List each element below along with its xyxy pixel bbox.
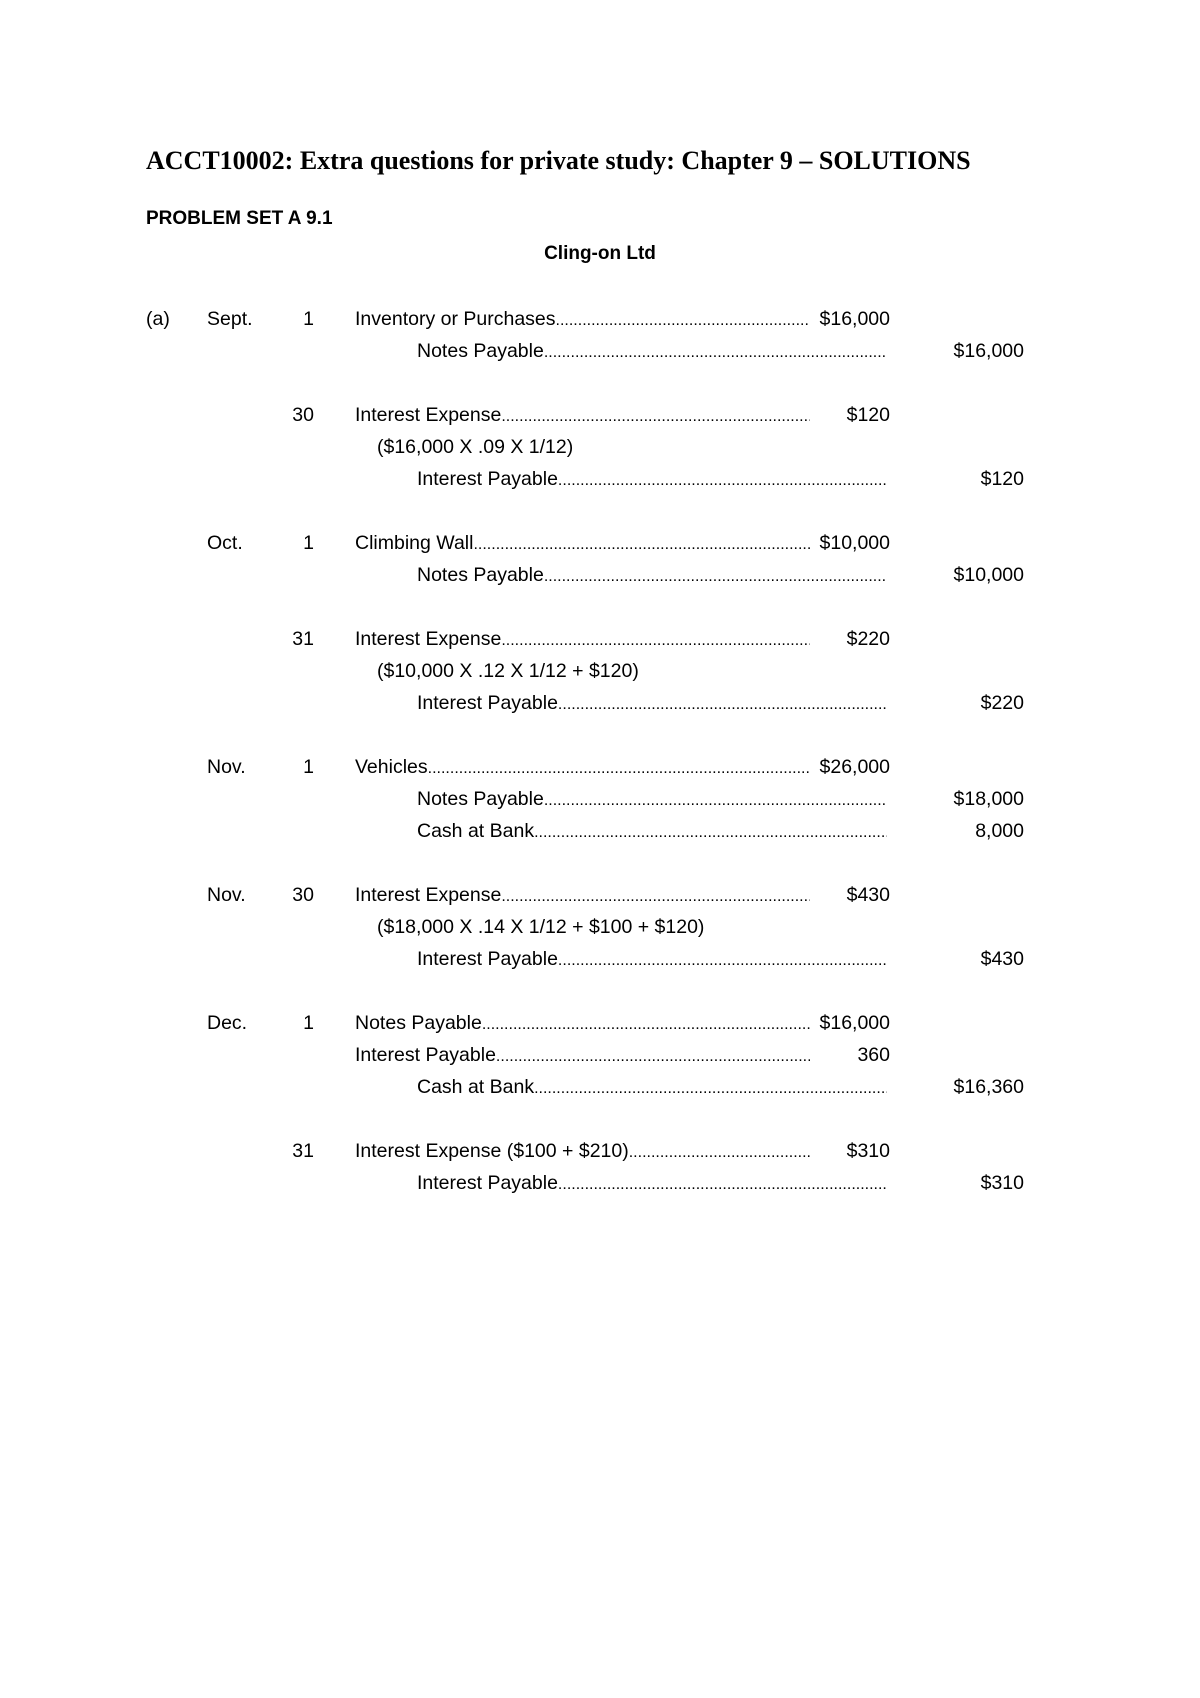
- problem-set-heading: PROBLEM SET A 9.1: [146, 208, 333, 229]
- leader-dots: [501, 884, 810, 910]
- leader-dots: [556, 308, 810, 334]
- credit-amount: $16,360: [953, 1076, 1024, 1098]
- journal-line: [0, 1042, 1200, 1068]
- leader-dots: [482, 1012, 810, 1038]
- account-name: Vehicles: [355, 756, 428, 778]
- leader-dots: [428, 756, 810, 782]
- account-name: Interest Payable: [417, 1172, 558, 1194]
- credit-amount: $10,000: [953, 564, 1024, 586]
- journal-line: [0, 626, 1200, 652]
- journal-line: [0, 1010, 1200, 1036]
- leader-dots: [534, 820, 887, 846]
- account-name: Notes Payable: [417, 788, 544, 810]
- leader-dots: [473, 532, 810, 558]
- entry-day: 1: [303, 756, 314, 778]
- debit-amount: 360: [857, 1044, 890, 1066]
- account-name: Notes Payable: [417, 564, 544, 586]
- leader-dots: [501, 628, 810, 654]
- journal-line: [0, 466, 1200, 492]
- journal-line: [0, 786, 1200, 812]
- journal-line: [0, 338, 1200, 364]
- leader-dots: [558, 1172, 887, 1198]
- debit-account: [355, 1138, 810, 1166]
- credit-account: [417, 786, 887, 814]
- account-name: Cash at Bank: [417, 820, 535, 842]
- entry-month: Nov.: [207, 756, 246, 778]
- account-name: Interest Expense: [355, 404, 502, 426]
- entry-day: 1: [303, 532, 314, 554]
- journal-line: [0, 306, 1200, 332]
- debit-amount: $120: [846, 404, 890, 426]
- account-name: Notes Payable: [417, 340, 544, 362]
- debit-account: [355, 754, 810, 782]
- credit-amount: $16,000: [953, 340, 1024, 362]
- leader-dots: [544, 788, 887, 814]
- account-name: Interest Payable: [417, 948, 558, 970]
- leader-dots: [496, 1044, 810, 1070]
- journal-line: [0, 658, 1200, 684]
- journal-line: [0, 530, 1200, 556]
- credit-amount: 8,000: [975, 820, 1024, 842]
- journal-line: [0, 754, 1200, 780]
- account-name: Notes Payable: [355, 1012, 482, 1034]
- page-title: ACCT10002: Extra questions for private study: Chapter 9 – SOLUTIONS: [146, 146, 971, 175]
- debit-amount: $26,000: [819, 756, 890, 778]
- journal-line: [0, 818, 1200, 844]
- credit-amount: $220: [980, 692, 1024, 714]
- credit-account: [417, 562, 887, 590]
- debit-account: [355, 1010, 810, 1038]
- debit-account: [355, 882, 810, 910]
- entry-month: Nov.: [207, 884, 246, 906]
- debit-account: [355, 626, 810, 654]
- journal-line: [0, 1074, 1200, 1100]
- account-name: Cash at Bank: [417, 1076, 535, 1098]
- account-name: Climbing Wall: [355, 532, 474, 554]
- credit-amount: $430: [980, 948, 1024, 970]
- credit-account: [417, 338, 887, 366]
- leader-dots: [558, 692, 887, 718]
- credit-amount: $18,000: [953, 788, 1024, 810]
- entry-day: 31: [292, 628, 314, 650]
- credit-account: [417, 690, 887, 718]
- calculation-note: ($16,000 X .09 X 1/12): [377, 436, 574, 458]
- journal-line: [0, 1170, 1200, 1196]
- entry-day: 31: [292, 1140, 314, 1162]
- debit-account: [355, 530, 810, 558]
- journal-line: [0, 434, 1200, 460]
- account-name: Interest Payable: [355, 1044, 496, 1066]
- calculation-note: ($18,000 X .14 X 1/12 + $100 + $120): [377, 916, 705, 938]
- journal-line: [0, 1138, 1200, 1164]
- journal-line: [0, 690, 1200, 716]
- entry-day: 30: [292, 404, 314, 426]
- leader-dots: [544, 340, 887, 366]
- part-label: (a): [146, 308, 170, 330]
- account-name: Interest Payable: [417, 468, 558, 490]
- entry-day: 30: [292, 884, 314, 906]
- leader-dots: [534, 1076, 887, 1102]
- leader-dots: [629, 1140, 810, 1166]
- leader-dots: [544, 564, 887, 590]
- journal-line: [0, 402, 1200, 428]
- debit-amount: $310: [846, 1140, 890, 1162]
- debit-amount: $430: [846, 884, 890, 906]
- account-name: Interest Expense: [355, 628, 502, 650]
- debit-amount: $16,000: [819, 1012, 890, 1034]
- credit-account: [417, 946, 887, 974]
- debit-account: [355, 1042, 810, 1070]
- debit-account: [355, 306, 810, 334]
- account-name: Interest Expense ($100 + $210): [355, 1140, 629, 1162]
- entry-month: Oct.: [207, 532, 243, 554]
- leader-dots: [501, 404, 810, 430]
- journal-line: [0, 562, 1200, 588]
- account-name: Inventory or Purchases: [355, 308, 556, 330]
- credit-account: [417, 466, 887, 494]
- entry-day: 1: [303, 1012, 314, 1034]
- entry-day: 1: [303, 308, 314, 330]
- credit-account: [417, 818, 887, 846]
- account-name: Interest Expense: [355, 884, 502, 906]
- journal-line: [0, 914, 1200, 940]
- credit-account: [417, 1170, 887, 1198]
- account-name: Interest Payable: [417, 692, 558, 714]
- entry-month: Dec.: [207, 1012, 248, 1034]
- credit-amount: $120: [980, 468, 1024, 490]
- journal-line: [0, 882, 1200, 908]
- debit-amount: $16,000: [819, 308, 890, 330]
- debit-amount: $10,000: [819, 532, 890, 554]
- entry-month: Sept.: [207, 308, 253, 330]
- leader-dots: [558, 468, 887, 494]
- calculation-note: ($10,000 X .12 X 1/12 + $120): [377, 660, 639, 682]
- journal-line: [0, 946, 1200, 972]
- leader-dots: [558, 948, 887, 974]
- debit-amount: $220: [846, 628, 890, 650]
- company-name: Cling-on Ltd: [544, 243, 656, 264]
- credit-amount: $310: [980, 1172, 1024, 1194]
- credit-account: [417, 1074, 887, 1102]
- debit-account: [355, 402, 810, 430]
